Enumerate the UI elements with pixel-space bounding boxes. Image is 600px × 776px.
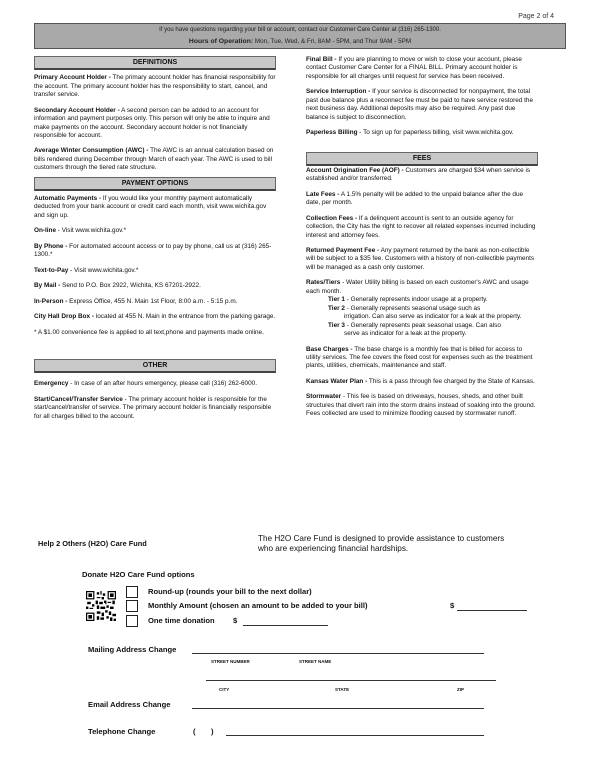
payment-entry: [34, 195, 276, 220]
street-field[interactable]: [192, 653, 484, 654]
tier-list: [306, 296, 538, 338]
area-code-open: (: [193, 727, 196, 736]
monthly-amount-label: Monthly Amount (chosen an amount to be added to your bill): [148, 601, 368, 610]
payment-term: City Hall Drop Box -: [34, 313, 95, 321]
fee-entry: [306, 378, 538, 386]
hours-line: [35, 38, 565, 47]
one-time-donation-currency: $: [233, 616, 238, 625]
tier-text: - Generally represents indoor usage at a property.: [346, 296, 488, 304]
fee-term: Returned Payment Fee -: [306, 247, 380, 255]
rates-term: Rates/Tiers: [306, 279, 341, 287]
info-entry: [306, 88, 538, 122]
email-field[interactable]: [192, 708, 484, 709]
fee-text: Any payment returned by the bank as non-collectible will be subject to a $35 fee. Customers with a history of non-collectible payments will be managed as a cash only customer.: [306, 247, 535, 271]
city-state-zip-field[interactable]: [206, 680, 496, 681]
hours-value: Mon, Tue, Wed, & Fri, 8AM - 5PM, and Thur 9AM - 5PM: [254, 37, 412, 45]
hours-label: Hours of Operation:: [188, 37, 254, 45]
payment-entry: [34, 282, 276, 290]
round-up-label: Round-up (rounds your bill to the next dollar): [148, 587, 312, 596]
definition-entry: [34, 107, 276, 141]
contact-banner: [34, 23, 566, 49]
info-entry: [306, 129, 538, 137]
payment-text: For automated account access or to pay by phone, call us at (316) 265-1300.*: [34, 242, 272, 259]
telephone-change-label: Telephone Change: [88, 727, 156, 736]
payment-entry: [34, 267, 276, 275]
fee-text: If a delinquent account is sent to an outside agency for collection, the City has the right to recover all related expenses incurred including interest and attorney fees.: [306, 214, 536, 239]
definition-term: Primary Account Holder -: [34, 74, 111, 82]
info-entry: [306, 56, 538, 81]
payment-term: In-Person -: [34, 297, 68, 305]
tier-item: [328, 296, 538, 304]
payment-entry: [34, 313, 276, 321]
h2o-description: The H2O Care Fund is designed to provide assistance to customers who are experiencing financial hardships.: [258, 534, 505, 553]
email-change-label: Email Address Change: [88, 700, 171, 709]
definition-text: The AWC is an annual calculation based on bills rendered during December through March of each year. The AWC is used to bill customers through the tiered rate structure.: [34, 147, 274, 172]
fee-term: Base Charges -: [306, 345, 353, 353]
tier-continuation: serve as indicator for a leak at the property.: [344, 330, 467, 338]
other-term: Emergency: [34, 380, 69, 388]
street-name-caption: STREET NAME: [299, 659, 332, 664]
state-caption: STATE: [335, 687, 350, 692]
payment-term: Automatic Payments -: [34, 195, 102, 202]
tier-item: [328, 322, 538, 330]
fee-entry: [306, 393, 538, 418]
other-term: Start/Cancel/Transfer Service: [34, 395, 123, 403]
definition-entry: [34, 74, 276, 99]
rates-entry: [306, 279, 538, 338]
payment-text: - Visit www.wichita.gov.*: [57, 227, 127, 235]
round-up-checkbox[interactable]: [126, 586, 138, 598]
donate-options-title: Donate H2O Care Fund options: [82, 570, 195, 579]
other-entry: [34, 380, 276, 388]
tier-text: - Generally represents peak seasonal usage. Can also: [346, 321, 501, 329]
page-number: Page 2 of 4: [518, 13, 554, 20]
other-text: - The primary account holder is responsible for the start/cancel/transfer of service. The primary account holder is financially responsible for all charges billed to the account.: [34, 395, 272, 420]
fee-term: Account Origination Fee (AOF) -: [306, 166, 404, 174]
tier-text: - Generally represents seasonal usage such as: [346, 304, 481, 312]
fee-text: - This fee is based on driveways, houses, sheds, and other built structures that divert rain into the storm drains instead of soaking into the ground. Fees collected are used to minimize flooding caused by stormwater runoff.: [306, 393, 536, 418]
fee-text: A 1.5% penalty will be added to the unpaid balance after the due date, per month.: [306, 190, 524, 207]
info-term: Paperless Billing: [306, 129, 358, 137]
left-column: [34, 56, 276, 428]
payment-entry: [34, 298, 276, 306]
tier-term: Tier 2: [328, 304, 345, 312]
definition-entry: [34, 147, 276, 172]
payment-text: - Visit www.wichita.gov.*: [70, 266, 139, 274]
payment-entry: [34, 227, 276, 235]
payment-text: If you would like your monthly payment automatically deducted from your bank account or credit card each month, visit www.wichita.gov and sign up.: [34, 195, 267, 219]
other-heading: OTHER: [34, 359, 276, 373]
zip-caption: ZIP: [457, 687, 465, 692]
definition-term: Secondary Account Holder -: [34, 106, 120, 114]
payment-term: By Mail -: [34, 282, 61, 290]
telephone-field[interactable]: [226, 735, 484, 736]
tier-term: Tier 3: [328, 321, 345, 329]
tier-term: Tier 1: [328, 296, 345, 304]
area-code-close: ): [211, 727, 214, 736]
fee-entry: [306, 191, 538, 208]
qr-code-icon: [86, 591, 116, 621]
fee-entry: [306, 346, 538, 371]
definition-text: The primary account holder has financial responsibility for the account. The primary account holder has the responsibility to start, cancel, and transfer service.: [34, 74, 276, 99]
fee-term: Late Fees -: [306, 190, 340, 198]
info-text: If your service is disconnected for nonpayment, the total past due balance plus a reconnect fee must be paid to have service restored the next business day. Additional deposits may also be required. Any past due balance is subject to disconnection.: [306, 88, 534, 121]
definition-term: Average Winter Consumption (AWC) -: [34, 147, 149, 155]
info-term: Service Interruption -: [306, 88, 371, 96]
tier-continuation: irrigation. Can also serve as indicator for a leak at the property.: [344, 313, 522, 321]
fees-heading: FEES: [306, 152, 538, 166]
mailing-address-label: Mailing Address Change: [88, 645, 177, 654]
definitions-heading: DEFINITIONS: [34, 56, 276, 70]
payment-text: Express Office, 455 N. Main 1st Floor, 8:00 a.m. - 5:15 p.m.: [69, 297, 238, 305]
payment-entry: [34, 243, 276, 260]
fee-text: This is a pass through fee charged by the State of Kansas.: [368, 377, 535, 385]
payment-term: By Phone -: [34, 242, 68, 250]
other-text: - In case of an after hours emergency, please call (316) 262-6000.: [70, 380, 257, 388]
tier-item: [328, 305, 538, 313]
fee-entry: [306, 167, 538, 184]
info-text: - To sign up for paperless billing, visit www.wichita.gov.: [359, 129, 514, 137]
fee-text: Customers are charged $34 when service is established and/or transferred.: [306, 166, 531, 183]
payment-text: Send to P.O. Box 2922, Wichita, KS 67201-2922.: [62, 282, 201, 290]
fee-term: Kansas Water Plan -: [306, 377, 368, 385]
fee-text: The base charge is a monthly fee that is billed for access to utility services. The fee covers the fixed cost for expenses such as the treatment plants, utilities, chemicals, maintenance and staff.: [306, 345, 533, 370]
payment-text: located at 455 N. Main in the entrance from the parking garage.: [95, 313, 276, 321]
definition-text: A second person can be added to an account for information and payment purposes only. This person will only be able to inquire and make payments on the account. Secondary account holder is not financially responsible for account.: [34, 106, 270, 139]
fee-term: Collection Fees -: [306, 214, 358, 222]
fee-entry: [306, 215, 538, 240]
rates-text: - Water Utility billing is based on each customer's AWC and usage each month.: [306, 279, 529, 295]
city-caption: CITY: [219, 687, 230, 692]
payment-term: On-line: [34, 227, 57, 235]
street-number-caption: STREET NUMBER: [211, 659, 250, 664]
payment-options-heading: PAYMENT OPTIONS: [34, 177, 276, 191]
payment-term: Text-to-Pay: [34, 266, 69, 274]
one-time-donation-field[interactable]: [243, 625, 328, 626]
monthly-amount-checkbox[interactable]: [126, 600, 138, 612]
other-entry: [34, 396, 276, 421]
one-time-donation-checkbox[interactable]: [126, 615, 138, 627]
fee-entry: [306, 247, 538, 272]
payment-footnote: * A $1.00 convenience fee is applied to all text,phone and payments made online.: [34, 328, 264, 336]
fee-term: Stormwater: [306, 393, 342, 401]
contact-line: If you have questions regarding your bill or account, contact our Customer Care Center at (316) 265-1300.: [159, 27, 441, 33]
monthly-amount-field[interactable]: [457, 610, 527, 611]
info-term: Final Bill -: [306, 56, 337, 63]
h2o-title: Help 2 Others (H2O) Care Fund: [38, 539, 147, 548]
right-column: [306, 56, 538, 426]
info-text: If you are planning to move or wish to close your account, please contact Customer Care Center for a FINAL BILL. Primary account holder is responsible for all charges until request for service has been received.: [306, 56, 522, 80]
monthly-amount-currency: $: [450, 601, 455, 610]
one-time-donation-label: One time donation: [148, 616, 215, 625]
